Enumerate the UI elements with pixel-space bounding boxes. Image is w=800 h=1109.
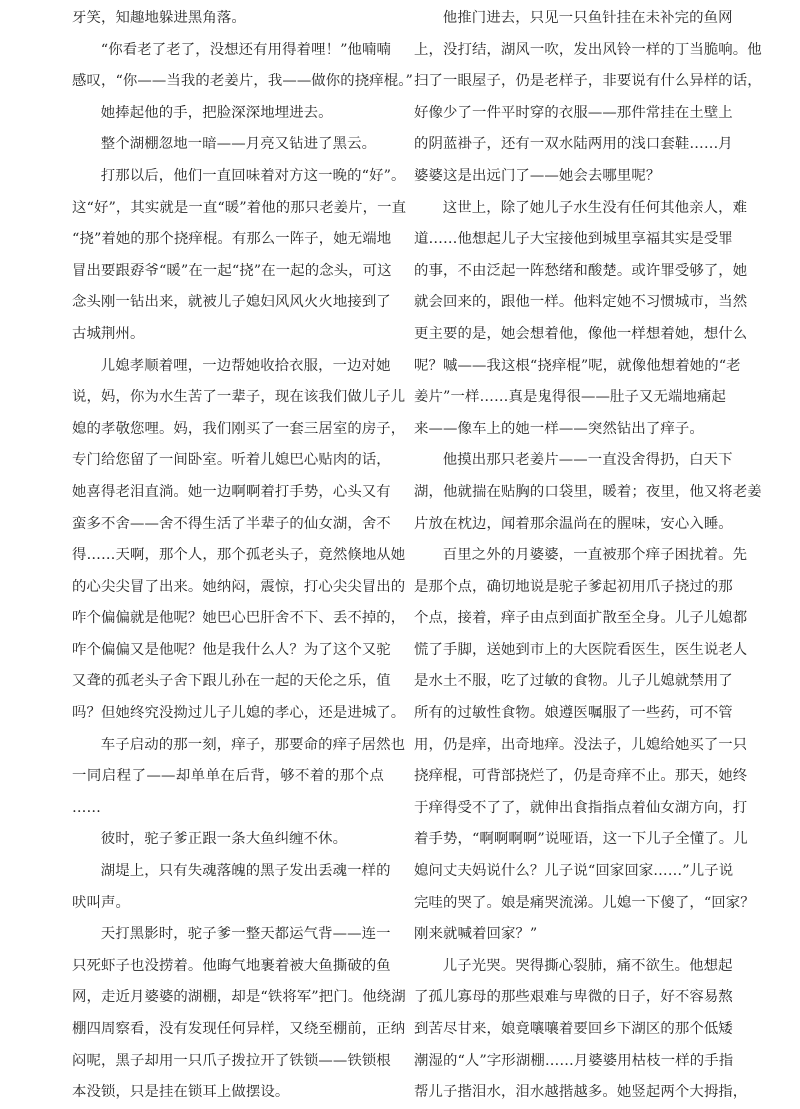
text-line: 道……他想起儿子大宝接他到城里享福其实是受罪 (414, 231, 733, 248)
text-line: 吠叫声。 (72, 894, 130, 911)
text-line: …… (72, 799, 101, 816)
text-line: 扫了一眼屋子，仍是老样子，非要说有什么异样的话， (414, 73, 762, 90)
text-line: 整个湖棚忽地一暗——月亮又钻进了黑云。 (100, 136, 377, 153)
text-line: 网，走近月婆婆的湖棚，却是“铁将军”把门。他绕湖 (72, 989, 406, 1006)
text-line: 本没锁，只是挂在锁耳上做摆设。 (72, 1084, 290, 1101)
text-line: 湖，他就揣在贴胸的口袋里，暖着；夜里，他又将老姜 (414, 483, 762, 500)
text-line: 就会回来的，跟他一样。他料定她不习惯城市，当然 (414, 294, 748, 311)
text-line: 媳的孝敬您哩。妈，我们刚买了一套三居室的房子， (72, 420, 406, 437)
text-line: 闷呢，黑子却用一只爪子拨拉开了铁锁——铁锁根 (72, 1052, 391, 1069)
text-line: 这世上，除了她儿子水生没有任何其他亲人，难 (442, 199, 748, 216)
text-line: 专门给您留了一间卧室。听着儿媳巴心贴肉的话， (72, 452, 391, 469)
text-line: 儿媳孝顺着哩，一边帮她收拾衣服，一边对她 (100, 357, 391, 374)
text-line: 是水土不服，吃了过敏的食物。儿子儿媳就禁用了 (414, 673, 733, 690)
text-line: 的阴蓝褂子，还有一双水陆两用的浅口套鞋……月 (414, 136, 733, 153)
text-line: 她捧起他的手，把脸深深地埋进去。 (100, 104, 333, 121)
text-line: 的心尖尖冒了出来。她纳闷，震惊，打心尖尖冒出的 (72, 578, 406, 595)
text-line: 帮儿子揩泪水，泪水越揩越多。她竖起两个大拇指， (414, 1084, 748, 1101)
text-line: 吗？但她终究没拗过儿子儿媳的孝心，还是进城了。 (72, 705, 406, 722)
text-line: 所有的过敏性食物。娘遵医嘱服了一些药，可不管 (414, 705, 733, 722)
text-line: 她喜得老泪直淌。她一边啊啊着打手势，心头又有 (72, 483, 391, 500)
text-line: 媳问丈夫妈说什么？儿子说“回家回家……”儿子说 (414, 863, 734, 880)
text-line: 刚来就喊着回家？” (414, 926, 538, 943)
right-text-column (414, 3, 762, 1109)
text-line: 打那以后，他们一直回味着对方这一晚的“好”。 (100, 167, 406, 184)
text-line: 湖堤上，只有失魂落魄的黑子发出丢魂一样的 (100, 863, 391, 880)
text-line: 更主要的是，她会想着他，像他一样想着她，想什么 (414, 325, 748, 342)
text-line: 棚四周察看，没有发现任何异样，又绕至棚前，正纳 (72, 1021, 406, 1037)
text-line: “挠”着她的那个挠痒棍。有那么一阵子，她无端地 (72, 231, 392, 248)
text-line: 说，妈，你为水生苦了一辈子，现在该我们做儿子儿 (72, 389, 406, 406)
text-line: 百里之外的月婆婆，一直被那个痒子困扰着。先 (442, 547, 748, 564)
text-line: 个点，接着，痒子由点到面扩散至全身。儿子儿媳都 (414, 610, 748, 627)
text-line: 蛮多不舍——舍不得生活了半辈子的仙女湖，舍不 (72, 515, 391, 532)
text-line: 又聋的孤老头子舍下跟儿孙在一起的天伦之乐，值 (72, 673, 391, 690)
text-line: 完哇的哭了。娘是痛哭流涕。儿媳一下傻了，“回家？ (414, 894, 755, 911)
text-line: 得……天啊，那个人，那个孤老头子，竟然倏地从她 (72, 547, 406, 564)
text-line: 好像少了一件平时穿的衣服——那件常挂在土壁上 (414, 104, 733, 121)
text-line: 车子启动的那一刻，痒子，那要命的痒子居然也 (100, 736, 406, 753)
text-line: 咋个偏偏又是他呢？他是我什么人？为了这个又驼 (72, 641, 391, 658)
text-line: 天打黑影时，驼子爹一整天都运气背——连一 (100, 926, 391, 943)
text-line: 他推门进去，只见一只鱼针挂在未补完的鱼网 (442, 10, 733, 26)
text-line: 牙笑，知趣地躲进黑角落。 (72, 10, 246, 26)
text-line: 上，没打结，湖风一吹，发出风铃一样的丁当脆响。他 (414, 41, 762, 58)
text-line: 挠痒棍，可背部挠烂了，仍是奇痒不止。那天，她终 (414, 768, 748, 785)
text-line: 用，仍是痒，出奇地痒。没法子，儿媳给她买了一只 (414, 736, 748, 753)
text-line: 咋个偏偏就是他呢？她巴心巴肝舍不下、丢不掉的， (72, 610, 406, 627)
text-line: 潮湿的“人”字形湖棚……月婆婆用枯枝一样的手指 (414, 1052, 734, 1069)
text-line: 着手势，“啊啊啊啊”说哑语，这一下儿子全懂了。儿 (414, 831, 748, 848)
text-line: 儿子光哭。哭得撕心裂肺，痛不欲生。他想起 (442, 957, 733, 974)
text-line: 慌了手脚，送她到市上的大医院看医生，医生说老人 (414, 641, 748, 658)
text-line: 念头刚一钻出来，就被儿子媳妇风风火火地接到了 (72, 294, 391, 311)
text-line: 的事，不由泛起一阵愁绪和酸楚。或许罪受够了，她 (414, 262, 748, 279)
text-line: 彼时，驼子爹正跟一条大鱼纠缠不休。 (100, 831, 348, 848)
text-line: 这“好”，其实就是一直“暖”着他的那只老姜片，一直 (72, 199, 407, 216)
text-line: 姜片”一样……真是鬼得很——肚子又无端地痛起 (414, 389, 726, 406)
text-line: 只死虾子也没捞着。他晦气地裹着被大鱼撕破的鱼 (72, 957, 391, 974)
text-line: 片放在枕边，闻着那余温尚在的腥味，安心入睡。 (414, 515, 733, 532)
text-line: 感叹，“你——当我的老姜片，我——做你的挠痒棍。” (72, 73, 413, 90)
text-line: 婆婆这是出远门了——她会去哪里呢？ (414, 167, 661, 184)
left-text-column (72, 3, 413, 1109)
text-line: 于痒得受不了了，就伸出食指指点着仙女湖方向，打 (414, 799, 748, 816)
text-line: 呢？嘁——我这根“挠痒棍”呢，就像他想着她的“老 (414, 357, 741, 374)
text-line: 一同启程了——却单单在后背，够不着的那个点 (72, 768, 384, 785)
text-line: 他摸出那只老姜片——一直没舍得扔，白天下 (442, 452, 733, 469)
text-line: 了孤儿寡母的那些艰难与卑微的日子，好不容易熬 (414, 989, 733, 1006)
text-line: 古城荆州。 (72, 325, 145, 342)
text-line: 来——像车上的她一样——突然钻出了痒子。 (414, 420, 704, 437)
text-line: 冒出要跟孬爷“暖”在一起“挠”在一起的念头，可这 (72, 262, 392, 279)
text-line: “你看老了老了，没想还有用得着哩！”他喃喃 (100, 41, 392, 58)
text-line: 是那个点，确切地说是驼子爹起初用爪子挠过的那 (414, 578, 733, 595)
text-line: 到苦尽甘来，娘竟嚷嚷着要回乡下湖区的那个低矮 (414, 1021, 733, 1037)
